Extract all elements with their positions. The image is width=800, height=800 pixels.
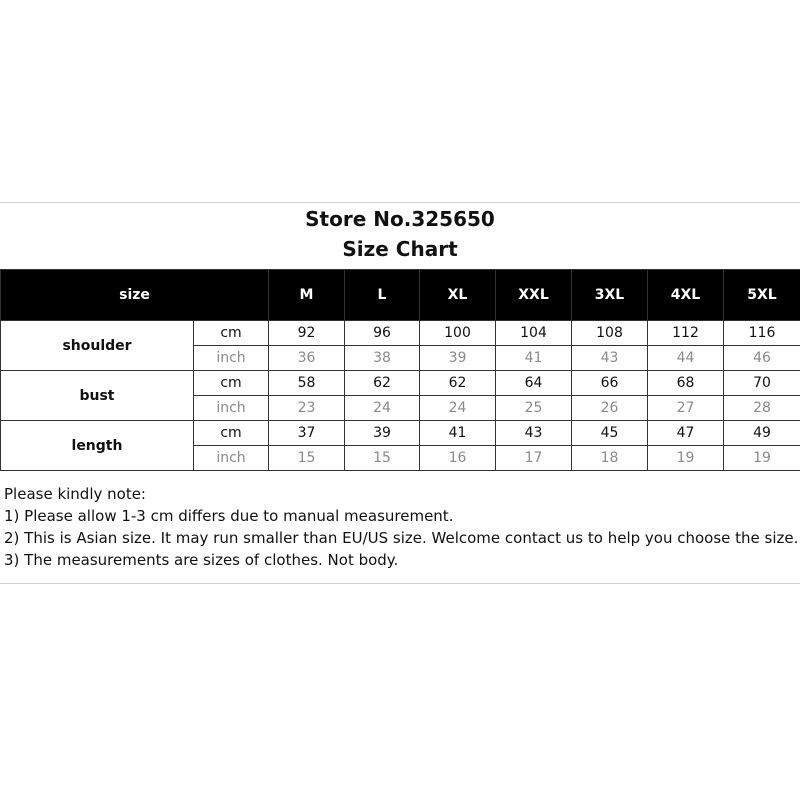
- table-cell: 46: [724, 346, 800, 371]
- table-header-row: [1, 270, 800, 321]
- row-label-length: length: [1, 421, 194, 471]
- table-cell: 100: [420, 321, 496, 346]
- table-cell: 96: [345, 321, 420, 346]
- header-size-xl: XL: [420, 270, 496, 321]
- unit-cm: cm: [194, 421, 269, 446]
- table-cell: 68: [648, 371, 724, 396]
- table-cell: 41: [420, 421, 496, 446]
- table-cell: 37: [269, 421, 345, 446]
- table-row: [1, 421, 800, 446]
- table-cell: 43: [496, 421, 572, 446]
- table-cell: 43: [572, 346, 648, 371]
- size-table: [0, 269, 800, 471]
- size-notes: [4, 483, 799, 571]
- table-row: [1, 321, 800, 346]
- header-size-3xl: 3XL: [572, 270, 648, 321]
- table-cell: 24: [420, 396, 496, 421]
- unit-inch: inch: [194, 346, 269, 371]
- table-cell: 15: [269, 446, 345, 471]
- table-cell: 41: [496, 346, 572, 371]
- unit-cm: cm: [194, 321, 269, 346]
- row-label-shoulder: shoulder: [1, 321, 194, 371]
- table-cell: 39: [345, 421, 420, 446]
- table-cell: 27: [648, 396, 724, 421]
- table-cell: 28: [724, 396, 800, 421]
- table-cell: 70: [724, 371, 800, 396]
- table-cell: 104: [496, 321, 572, 346]
- header-size-5xl: 5XL: [724, 270, 800, 321]
- size-chart-sheet: [0, 202, 800, 584]
- table-cell: 116: [724, 321, 800, 346]
- chart-title: Size Chart: [342, 237, 458, 261]
- unit-inch: inch: [194, 446, 269, 471]
- header-size-m: M: [269, 270, 345, 321]
- table-cell: 45: [572, 421, 648, 446]
- header-size-l: L: [345, 270, 420, 321]
- store-title: Store No.325650: [305, 207, 495, 231]
- table-cell: 18: [572, 446, 648, 471]
- table-cell: 25: [496, 396, 572, 421]
- table-cell: 44: [648, 346, 724, 371]
- table-cell: 19: [724, 446, 800, 471]
- table-cell: 26: [572, 396, 648, 421]
- table-cell: 15: [345, 446, 420, 471]
- table-cell: 64: [496, 371, 572, 396]
- note-item: 1) Please allow 1-3 cm differs due to manual measurement.: [4, 507, 454, 525]
- table-cell: 24: [345, 396, 420, 421]
- table-cell: 38: [345, 346, 420, 371]
- note-item: 3) The measurements are sizes of clothes. Not body.: [4, 551, 399, 569]
- table-cell: 47: [648, 421, 724, 446]
- table-cell: 19: [648, 446, 724, 471]
- header-size-label: size: [1, 270, 269, 321]
- table-cell: 49: [724, 421, 800, 446]
- table-cell: 16: [420, 446, 496, 471]
- unit-cm: cm: [194, 371, 269, 396]
- table-cell: 23: [269, 396, 345, 421]
- table-cell: 62: [420, 371, 496, 396]
- header-size-4xl: 4XL: [648, 270, 724, 321]
- header-size-xxl: XXL: [496, 270, 572, 321]
- table-cell: 17: [496, 446, 572, 471]
- table-cell: 36: [269, 346, 345, 371]
- table-row: [1, 371, 800, 396]
- table-cell: 58: [269, 371, 345, 396]
- table-cell: 108: [572, 321, 648, 346]
- table-cell: 92: [269, 321, 345, 346]
- row-label-bust: bust: [1, 371, 194, 421]
- unit-inch: inch: [194, 396, 269, 421]
- table-cell: 112: [648, 321, 724, 346]
- table-cell: 39: [420, 346, 496, 371]
- notes-heading: Please kindly note:: [4, 485, 146, 503]
- table-cell: 62: [345, 371, 420, 396]
- table-cell: 66: [572, 371, 648, 396]
- note-item: 2) This is Asian size. It may run smaller than EU/US size. Welcome contact us to help you choose the size.: [4, 529, 799, 547]
